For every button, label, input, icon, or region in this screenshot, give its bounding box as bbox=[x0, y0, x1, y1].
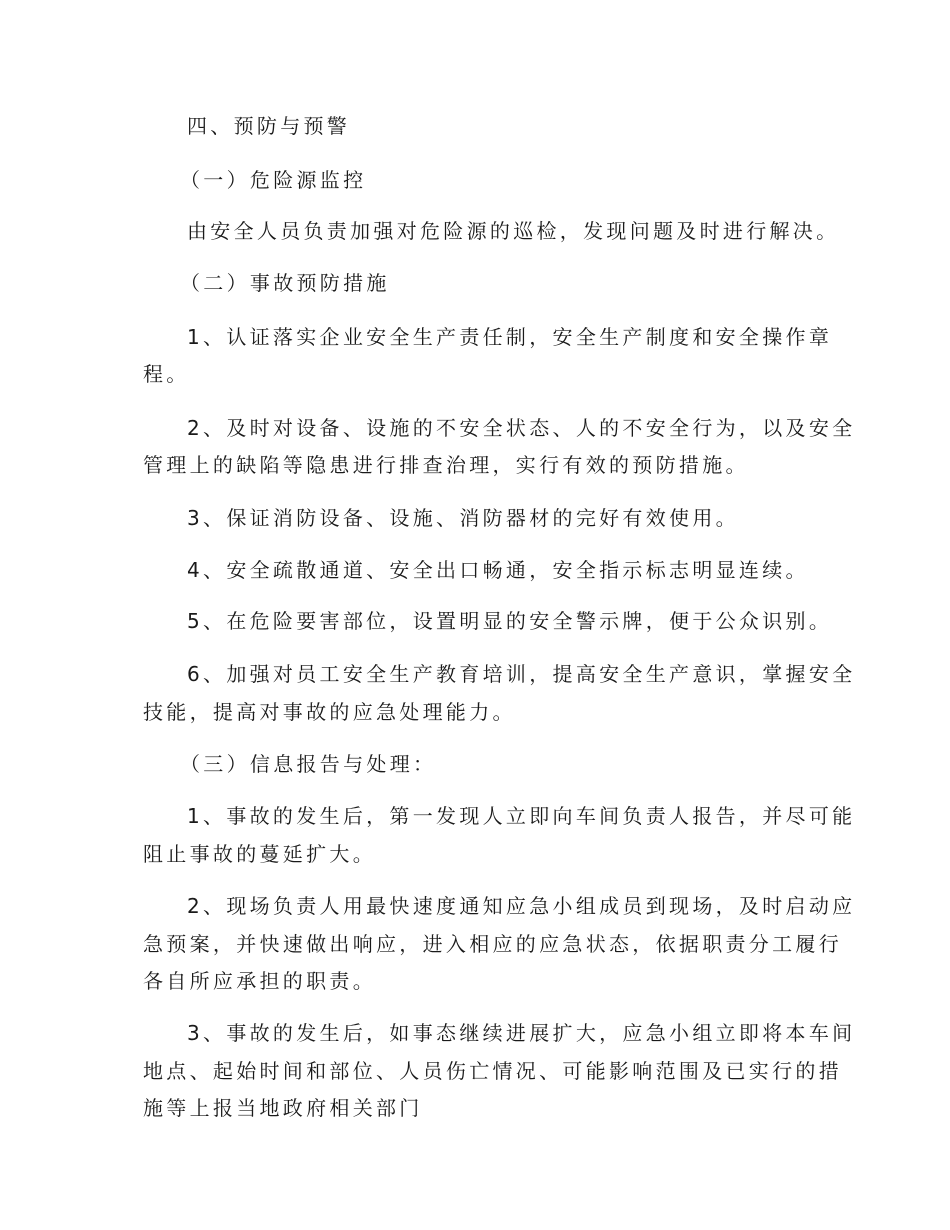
paragraph-monitoring: 由安全人员负责加强对危险源的巡检，发现问题及时进行解决。 bbox=[187, 219, 840, 243]
subsection-heading-3: （三）信息报告与处理： bbox=[180, 752, 437, 776]
report-item-1-line-1: 1、事故的发生后，第一发现人立即向车间负责人报告，并尽可能 bbox=[187, 804, 856, 828]
report-item-1-line-2: 阻止事故的蔓延扩大。 bbox=[143, 842, 376, 866]
report-item-3-line-1: 3、事故的发生后，如事态继续进展扩大，应急小组立即将本车间 bbox=[187, 1021, 856, 1045]
measure-item-4: 4、安全疏散通道、安全出口畅通，安全指示标志明显连续。 bbox=[187, 558, 809, 582]
measure-item-2-line-1: 2、及时对设备、设施的不安全状态、人的不安全行为，以及安全 bbox=[187, 416, 856, 440]
measure-item-6-line-1: 6、加强对员工安全生产教育培训，提高安全生产意识，掌握安全 bbox=[187, 662, 856, 686]
report-item-2-line-1: 2、现场负责人用最快速度通知应急小组成员到现场，及时启动应 bbox=[187, 894, 856, 918]
report-item-3-line-2: 地点、起始时间和部位、人员伤亡情况、可能影响范围及已实行的措 bbox=[143, 1059, 842, 1083]
subsection-heading-2: （二）事故预防措施 bbox=[180, 271, 390, 295]
subsection-heading-1: （一）危险源监控 bbox=[180, 168, 367, 192]
measure-item-3: 3、保证消防设备、设施、消防器材的完好有效使用。 bbox=[187, 506, 739, 530]
measure-item-5: 5、在危险要害部位，设置明显的安全警示牌，便于公众识别。 bbox=[187, 609, 833, 633]
section-heading: 四、预防与预警 bbox=[187, 114, 351, 138]
report-item-2-line-3: 各自所应承担的职责。 bbox=[143, 969, 376, 993]
measure-item-2-line-2: 管理上的缺陷等隐患进行排查治理，实行有效的预防措施。 bbox=[143, 453, 749, 477]
report-item-3-line-3: 施等上报当地政府相关部门 bbox=[143, 1096, 423, 1120]
report-item-2-line-2: 急预案，并快速做出响应，进入相应的应急状态，依据职责分工履行 bbox=[143, 932, 842, 956]
measure-item-6-line-2: 技能，提高对事故的应急处理能力。 bbox=[143, 700, 516, 724]
measure-item-1-line-1: 1、认证落实企业安全生产责任制，安全生产制度和安全操作章 bbox=[187, 325, 833, 349]
measure-item-1-line-2: 程。 bbox=[143, 362, 190, 386]
